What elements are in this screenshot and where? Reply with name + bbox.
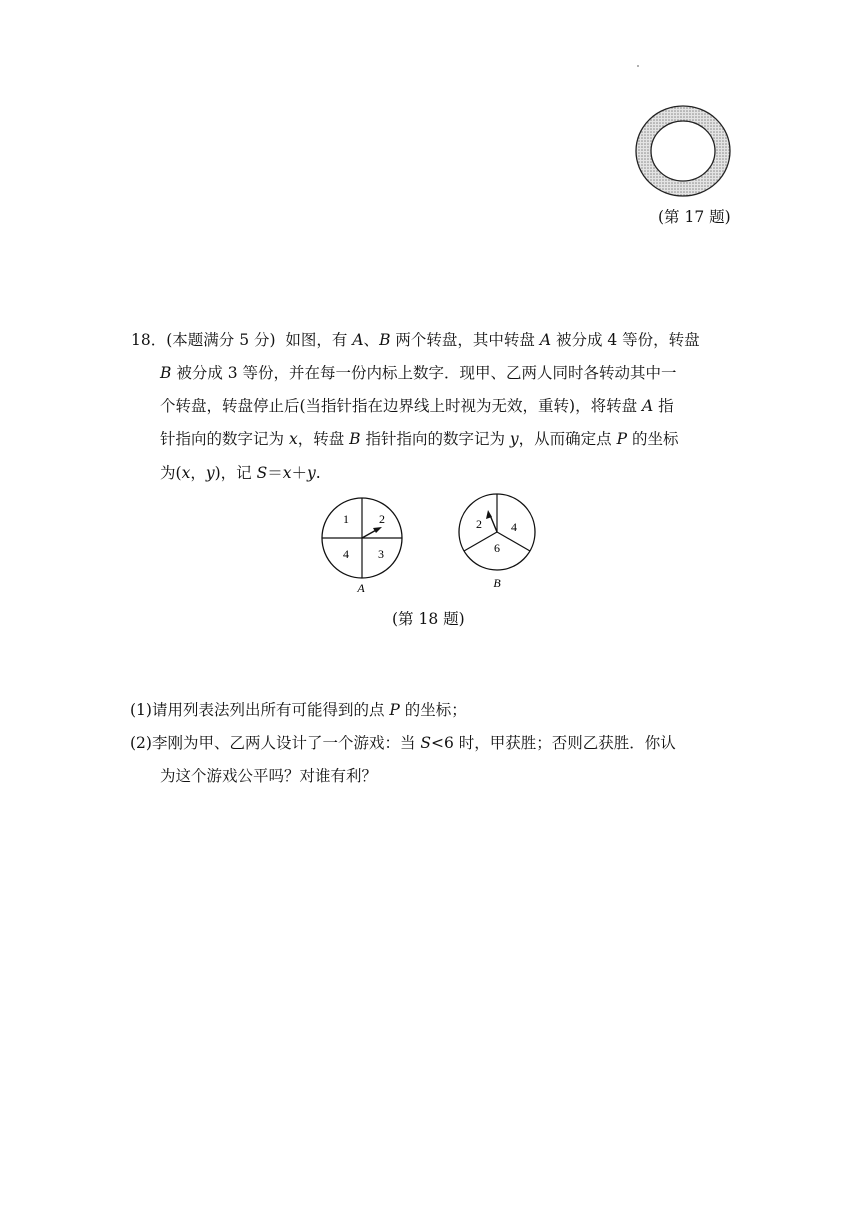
q18-text: .: [315, 464, 321, 482]
spinner-a-label: A: [357, 581, 365, 595]
q18-text: 为(: [160, 464, 182, 482]
var-S: S: [420, 734, 432, 752]
q18-text: 如图，有: [285, 331, 353, 349]
q18-text: ，从而确定点: [518, 430, 617, 448]
q18-part2-line-2: [160, 762, 377, 790]
q18-text: 指针指向的数字记为: [360, 430, 510, 448]
spinner-b-sector-2: 2: [476, 517, 482, 531]
q18-line-4: [160, 425, 678, 453]
q18-text: 的坐标: [627, 430, 679, 448]
spinner-a-sector-4: 4: [343, 547, 349, 561]
q18-text: )，记: [214, 464, 257, 482]
var-y: y: [306, 464, 316, 482]
q18-text: 指: [653, 397, 674, 415]
q18-text: 个转盘，转盘停止后(当指针指在边界线上时视为无效，重转)，将转盘: [160, 397, 643, 415]
var-P: P: [616, 430, 628, 448]
q18-part1-text: (1)请用列表法列出所有可能得到的点: [130, 701, 390, 719]
spinner-a-sector-3: 3: [378, 547, 384, 561]
q18-text: 针指向的数字记为: [160, 430, 289, 448]
spinner-a-sector-1: 1: [343, 512, 349, 526]
q18-text: ＋: [291, 464, 307, 482]
spinner-a-sector-2: 2: [379, 512, 385, 526]
var-A: A: [539, 331, 552, 349]
fig17-annulus: [632, 104, 736, 200]
q18-part2-text: <6 时，甲获胜；否则乙获胜．你认: [431, 734, 676, 752]
var-x: x: [288, 430, 298, 448]
var-B: B: [349, 430, 361, 448]
q18-text: 被分成 4 等份，转盘: [551, 331, 700, 349]
var-y: y: [509, 430, 519, 448]
q18-line-1: [131, 326, 700, 354]
pointer-arrow: [490, 515, 497, 532]
q18-points: (本题满分 5 分): [166, 331, 276, 349]
pointer-arrowhead: [373, 527, 382, 533]
fig18-caption: (第 18 题): [392, 610, 465, 628]
q18-text: ＝: [267, 464, 283, 482]
fig17-caption: (第 17 题): [658, 208, 731, 226]
spinner-b-sector-6: 6: [494, 541, 500, 555]
q18-part2-text: (2)李刚为甲、乙两人设计了一个游戏：当: [130, 734, 421, 752]
var-A: A: [352, 331, 364, 349]
spinner-b-label: B: [493, 576, 501, 590]
q18-text: ，: [190, 464, 206, 482]
var-B: B: [160, 364, 172, 382]
q18-text: 两个转盘，其中转盘: [390, 331, 540, 349]
spinner-a: [316, 496, 412, 596]
q18-part1: [130, 696, 467, 724]
q18-line-5: [160, 459, 321, 487]
q18-part2-text: 为这个游戏公平吗？对谁有利？: [160, 767, 378, 785]
q18-text: 、: [363, 331, 380, 349]
var-A: A: [642, 397, 654, 415]
q18-part1-text: 的坐标；: [399, 701, 467, 719]
var-B: B: [379, 331, 391, 349]
q18-part2-line-1: [130, 729, 676, 757]
q18-line-3: [160, 392, 674, 420]
var-y: y: [205, 464, 215, 482]
var-x: x: [282, 464, 292, 482]
q18-line-2: [160, 359, 677, 387]
spinner-b-sector-4: 4: [511, 520, 517, 534]
q18-text: ，转盘: [297, 430, 350, 448]
q18-text: 被分成 3 等份，并在每一份内标上数字．现甲、乙两人同时各转动其中一: [171, 364, 677, 382]
q18-number: 18．: [131, 331, 167, 349]
var-x: x: [181, 464, 191, 482]
var-P: P: [389, 701, 400, 719]
scan-dot: [637, 65, 639, 67]
spinner-b: [455, 490, 543, 594]
var-S: S: [256, 464, 268, 482]
